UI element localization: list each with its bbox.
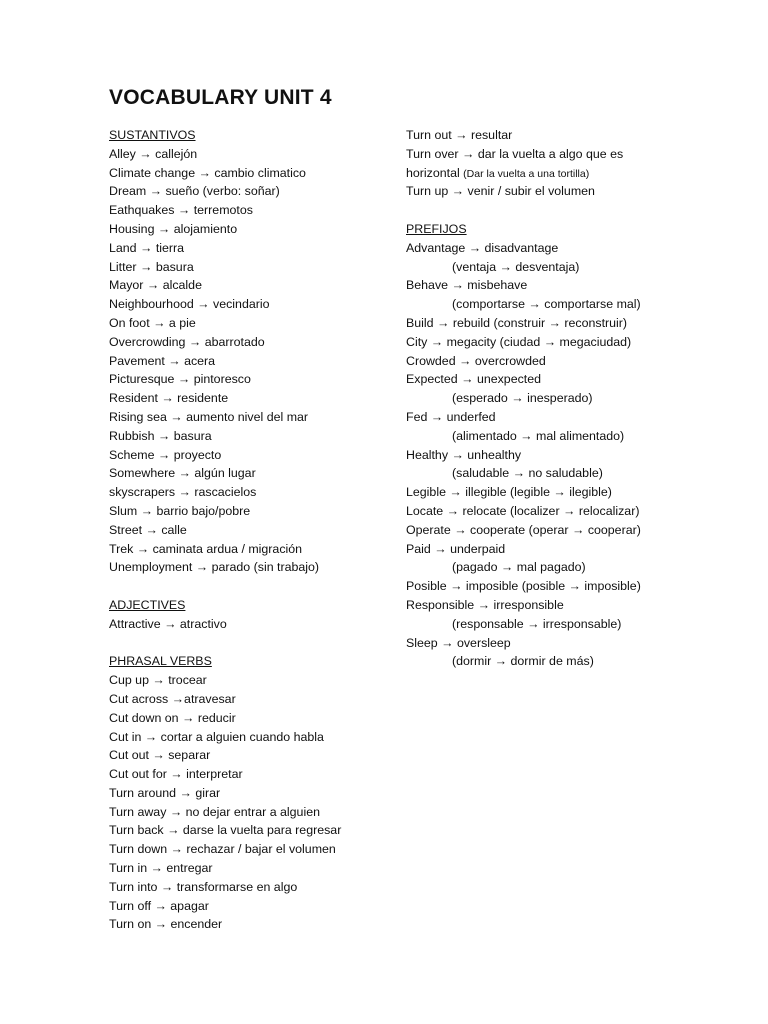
prefix-item: Legible → illegible (legible → ilegible) bbox=[406, 485, 612, 500]
left-column bbox=[109, 126, 394, 934]
prefix-item: Sleep → oversleep bbox=[406, 635, 511, 650]
vocab-note: (Dar la vuelta a una tortilla) bbox=[463, 167, 590, 180]
section-heading-sustantivos: SUSTANTIVOS bbox=[109, 128, 196, 142]
prefix-translation: (comportarse → comportarse mal) bbox=[452, 297, 641, 312]
vocab-item: Turn on → encender bbox=[109, 917, 223, 932]
vocab-item: skyscrapers → rascacielos bbox=[109, 485, 257, 500]
vocab-item: Somewhere → algún lugar bbox=[109, 466, 256, 481]
vocab-item bbox=[406, 164, 706, 183]
vocab-item: Turn off → apagar bbox=[109, 898, 209, 913]
vocab-item: Turn in → entregar bbox=[109, 861, 213, 876]
adjectives-list bbox=[109, 615, 394, 634]
prefix-item: Build → rebuild (construir → reconstruir) bbox=[406, 315, 628, 330]
prefix-item: Fed → underfed bbox=[406, 409, 496, 424]
prefix-translation: (dormir → dormir de más) bbox=[452, 654, 594, 669]
prefix-item: Responsible → irresponsible bbox=[406, 597, 564, 612]
prefix-translation: (responsable → irresponsable) bbox=[452, 616, 622, 631]
prefix-item: Expected → unexpected bbox=[406, 372, 542, 387]
vocab-item: Turn up → venir / subir el volumen bbox=[406, 184, 595, 199]
vocab-item: Overcrowding → abarrotado bbox=[109, 334, 265, 349]
vocab-item: Trek → caminata ardua / migración bbox=[109, 541, 303, 556]
prefijos-list bbox=[406, 239, 706, 671]
vocab-item: Cut out → separar bbox=[109, 748, 211, 763]
vocab-item: Attractive → atractivo bbox=[109, 616, 227, 631]
vocab-item: On foot → a pie bbox=[109, 315, 196, 330]
vocab-item: Cut out for → interpretar bbox=[109, 767, 243, 782]
prefix-translation: (alimentado → mal alimentado) bbox=[452, 428, 625, 443]
prefix-translation: (pagado → mal pagado) bbox=[452, 560, 586, 575]
prefix-item: Paid → underpaid bbox=[406, 541, 506, 556]
prefix-translation: (ventaja → desventaja) bbox=[452, 259, 580, 274]
section-heading-phrasal-verbs: PHRASAL VERBS bbox=[109, 654, 212, 669]
vocab-item: Housing → alojamiento bbox=[109, 221, 238, 236]
spacer bbox=[109, 634, 394, 653]
vocab-item: Street → calle bbox=[109, 522, 187, 537]
vocab-item: Cut in → cortar a alguien cuando habla bbox=[109, 729, 324, 744]
vocab-item: Turn away → no dejar entrar a alguien bbox=[109, 804, 320, 819]
vocab-item: Alley → callejón bbox=[109, 146, 198, 161]
prefix-item: Locate → relocate (localizer → relocalizar) bbox=[406, 503, 640, 518]
right-column bbox=[406, 126, 706, 671]
prefix-item: City → megacity (ciudad → megaciudad) bbox=[406, 334, 632, 349]
sustantivos-list bbox=[109, 145, 394, 577]
vocab-item: Land → tierra bbox=[109, 240, 185, 255]
vocab-item: Eathquakes → terremotos bbox=[109, 203, 253, 218]
vocab-item: Cut down on → reducir bbox=[109, 710, 236, 725]
vocab-item: Turn out → resultar bbox=[406, 128, 513, 142]
prefix-item: Posible → imposible (posible → imposible) bbox=[406, 579, 641, 594]
vocab-item: Rising sea → aumento nivel del mar bbox=[109, 409, 309, 424]
vocab-item: Turn into → transformarse en algo bbox=[109, 879, 298, 894]
page-title: VOCABULARY UNIT 4 bbox=[109, 86, 332, 109]
vocab-item: Turn down → rechazar / bajar el volumen bbox=[109, 842, 336, 857]
vocab-item: Picturesque → pintoresco bbox=[109, 372, 251, 387]
prefix-item: Operate → cooperate (operar → cooperar) bbox=[406, 522, 641, 537]
prefix-item: Healthy → unhealthy bbox=[406, 447, 522, 462]
vocab-item: Pavement → acera bbox=[109, 353, 216, 368]
prefix-item: Advantage → disadvantage bbox=[406, 240, 559, 255]
vocab-item: Rubbish → basura bbox=[109, 428, 212, 443]
vocab-item: Neighbourhood → vecindario bbox=[109, 297, 270, 312]
vocab-item: Climate change → cambio climatico bbox=[109, 165, 306, 180]
prefix-translation: (saludable → no saludable) bbox=[452, 466, 603, 481]
phrasal-verbs-list bbox=[109, 671, 394, 934]
vocab-item: Cup up → trocear bbox=[109, 673, 207, 688]
vocab-item: Turn over → dar la vuelta a algo que es bbox=[406, 146, 624, 161]
section-heading-prefijos: PREFIJOS bbox=[406, 221, 467, 236]
prefix-translation: (esperado → inesperado) bbox=[452, 391, 593, 406]
vocab-item: Slum → barrio bajo/pobre bbox=[109, 503, 251, 518]
vocab-item: Turn back → darse la vuelta para regresar bbox=[109, 823, 342, 838]
vocab-item-text: horizontal bbox=[406, 165, 464, 180]
vocab-item: Turn around → girar bbox=[109, 785, 221, 800]
prefix-item: Behave → misbehave bbox=[406, 278, 528, 293]
spacer bbox=[109, 577, 394, 596]
section-heading-adjectives: ADJECTIVES bbox=[109, 597, 186, 612]
vocab-item: Dream → sueño (verbo: soñar) bbox=[109, 184, 280, 199]
vocab-item: Resident → residente bbox=[109, 391, 229, 406]
vocab-item: Scheme → proyecto bbox=[109, 447, 222, 462]
vocab-item: Litter → basura bbox=[109, 259, 194, 274]
spacer bbox=[406, 201, 706, 220]
vocab-item: Unemployment → parado (sin trabajo) bbox=[109, 560, 320, 575]
vocab-item: Cut across →atravesar bbox=[109, 691, 236, 706]
prefix-item: Crowded → overcrowded bbox=[406, 353, 546, 368]
vocab-item: Mayor → alcalde bbox=[109, 278, 202, 293]
